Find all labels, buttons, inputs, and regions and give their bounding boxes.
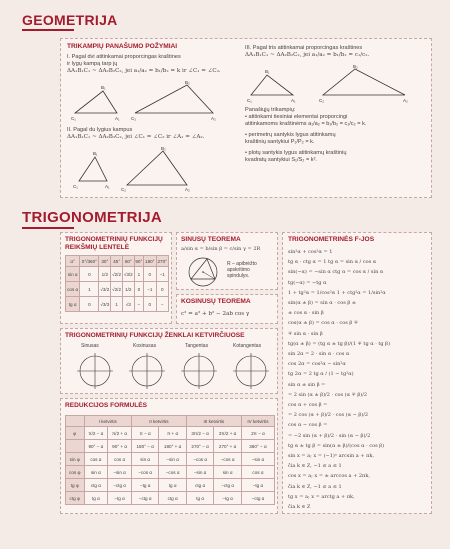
reduction-title: REDUKCIJOS FORMULĖS [65,402,148,409]
identity-line: ∓ sin α · sin β [288,330,323,337]
table-cell: −cos α [159,466,186,479]
table-cell: sin α [131,453,158,466]
identity-line: 1 + tg²α = 1/cos²α 1 + ctg²α = 1/sin²α [288,289,386,296]
identity-line: čia k ∈ Z, −1 ≤ a ≤ 1 [288,483,342,490]
table-cell: −tg α [108,492,132,505]
sine-theorem-formula: a/sin α = b/sin β = c/sin γ = 2R [181,246,261,252]
identities-title: TRIGONOMETRINĖS F-JOS [288,236,375,243]
identity-line: cos 2α = cos²α − sin²α [288,361,346,368]
triangles-rule-3 [243,65,429,103]
table-row [66,282,169,297]
similar-title: Panašiųjų trikampių: [245,107,296,113]
sign-circle-sin [77,353,113,389]
table-cell: −ctg α [214,479,242,492]
values-header-cell: 45° [111,256,123,267]
table-cell: √3/3 [99,297,111,312]
values-title-2: REIKŠMIŲ LENTELĖ [65,244,130,251]
quarter-header: II ketvirtis [131,416,186,427]
table-cell: √3/2 [99,282,111,297]
quarter-header: III ketvirtis [186,416,241,427]
identity-line: ± cos α · sin β [288,310,324,317]
values-header-cell: α° [66,256,80,267]
reduction-header-row [66,416,275,427]
table-cell: 0 [80,267,99,282]
sign-circle-ctg [233,353,269,389]
label-c2: C₂ [131,116,136,121]
identity-line: cos(α ± β) = cos α · cos β ∓ [288,320,359,327]
label-b2-rule2: B₂ [161,146,166,151]
table-cell: tg α [66,297,80,312]
sign-circle-cos [129,353,165,389]
table-cell: √3 [122,297,134,312]
table-cell: 180° − α [131,440,158,453]
sine-theorem-diagram [183,255,223,287]
label-a1-rule2: A₁ [105,184,110,189]
table-cell: 0 [144,267,156,282]
values-title-1: TRIGONOMETRINIŲ FUNKCIJŲ [65,236,163,243]
table-cell: ctg φ [66,492,85,505]
identity-line: sin(α ± β) = sin α · cos β ± [288,300,357,307]
geometry-title: GEOMETRIJA [22,12,118,28]
table-row [66,492,275,505]
sine-theorem-title: SINUSŲ TEOREMA [181,236,241,243]
table-cell: − [134,297,143,312]
table-cell: cos α [108,453,132,466]
table-row [66,479,275,492]
table-cell: 2π − α [241,427,274,440]
values-header-row [66,256,169,267]
similarity-box-title: TRIKAMPIŲ PANAŠUMO POŽYMIAI [67,43,178,50]
similar-item-4: kraštinių santykiui P₁/P₂ = k. [245,139,315,145]
table-cell: −cos α [214,453,242,466]
signs-title: TRIGONOMETRINIŲ FUNKCIJŲ ŽENKLAI KETVIRČIUOSE [65,332,245,339]
identity-line: čia k ∈ Z, −1 ≤ a ≤ 1 [288,463,342,470]
similar-item-5: • plotų santykis lygus atitinkamų kraštinių [245,150,347,156]
table-cell: π + α [159,427,186,440]
identity-line: sin α ± sin β = [288,381,326,388]
table-cell: 1 [111,297,123,312]
sine-theorem-note [227,261,257,279]
table-cell: 1/2 [99,267,111,282]
identity-line: tg 2α = 2 tg α / (1 − tg²α) [288,371,354,378]
label-a2: A₂ [211,116,216,121]
reduction-table [65,415,275,505]
sine-note-line-3: spindulys. [227,273,250,279]
table-row [66,453,275,466]
table-cell: 90° − α [84,440,108,453]
similar-item-3: • perimetrų santykis lygus atitinkamų [245,132,336,138]
trig-title: TRIGONOMETRIJA [22,209,163,226]
identity-line: = −2 sin (α + β)/2 · sin (α − β)/2 [288,432,371,439]
label-b2-rule3: B₂ [353,64,358,69]
identity-line: tg(−α) = −tg α [288,279,327,286]
table-cell: 1/2 [122,282,134,297]
table-cell: 90° + α [108,440,132,453]
identities-list [288,247,430,512]
values-header-cell: 90° [134,256,143,267]
values-table [65,255,169,312]
similarity-box [60,38,432,198]
label-b1-rule2: B₁ [93,151,98,156]
table-cell: tg φ [66,479,85,492]
table-cell: −1 [156,267,169,282]
values-header-cell: 30° [99,256,111,267]
identity-line: tg α ± tg β = sin(α ± β)/(cos α · cos β) [288,442,385,449]
similar-item-2: atitinkamoms kraštinėms a₁/a₂ = b₁/b₂ = c₁/c₂ = k. [245,121,367,127]
table-cell: 1 [80,282,99,297]
table-cell: 3π/2 − α [186,427,214,440]
cosine-theorem-formula: c² = a² + b² − 2ab cos γ [181,311,250,317]
table-cell: π/2 − α [84,427,108,440]
table-cell: cos α [84,453,108,466]
table-row [66,427,275,440]
identity-line: cos x = a; x = ± arccos a + 2πk, [288,473,370,480]
label-b1-rule3: B₁ [265,69,270,74]
identities-box [282,232,432,514]
table-cell: √2/2 [111,267,123,282]
table-cell: −sin α [159,453,186,466]
table-cell: sin α [66,267,80,282]
identity-line: tg x = a; x = arctg a + πk, [288,493,355,500]
table-cell: −ctg α [108,479,132,492]
quarter-header: IV ketvirtis [241,416,274,427]
signs-box [60,328,278,394]
rule-2-line-1: II. Pagal du lygius kampus [67,127,133,133]
rule-2 [67,127,237,141]
signs-label-sin: Sinusas [81,343,99,349]
table-cell: tg α [84,492,108,505]
table-cell: sin α [84,466,108,479]
cosine-theorem-title: KOSINUSŲ TEOREMA [181,298,251,305]
table-row [66,297,169,312]
signs-label-cos: Kosinusas [133,343,157,349]
similar-properties [245,107,431,164]
table-row [66,466,275,479]
cosine-theorem-box [176,294,278,324]
sign-circle-tg [181,353,217,389]
identity-line: = 2 sin (α ± β)/2 · cos (α ∓ β)/2 [288,391,368,398]
sine-note-line-2: apskritimo [227,267,250,273]
table-cell: −tg α [214,492,242,505]
label-a2-rule3: A₂ [403,98,408,103]
identity-line: tg(α ± β) = (tg α ± tg β)/(1 ∓ tg α · tg β) [288,340,391,347]
table-cell: cos α [66,282,80,297]
table-cell: −cos α [186,453,214,466]
table-cell: π/2 + α [108,427,132,440]
rule-1 [67,54,232,75]
identity-line: sin 2α = 2 · sin α · cos α [288,351,350,358]
table-row [66,267,169,282]
rule-3 [245,45,431,59]
table-cell: 0 [80,297,99,312]
table-cell: 1 [134,267,143,282]
identity-line: cos α + cos β = [288,402,328,409]
label-c1-rule2: C₁ [73,184,78,189]
label-c2-rule2: C₂ [121,187,126,192]
identity-line: cos α − cos β = [288,422,328,429]
table-cell: ctg α [159,492,186,505]
table-cell: −tg α [241,479,274,492]
table-cell: −tg α [131,479,158,492]
signs-label-tg: Tangentas [185,343,209,349]
identity-line: sin(−α) = −sin α ctg α = cos α / sin α [288,269,384,276]
identity-line: sin x = a; x = (−1)ⁿ arcsin a + πk, [288,453,375,460]
quarter-header: I ketvirtis [84,416,131,427]
signs-label-ctg: Kotangentas [233,343,262,349]
table-cell: −1 [144,282,156,297]
table-cell: √2/2 [111,282,123,297]
label-a2-rule2: A₂ [185,187,190,192]
identity-line: sin²α + cos²α = 1 [288,249,333,255]
sine-note-line-1: R – apibrėžto [227,261,257,267]
table-cell: − [156,297,169,312]
table-cell: tg α [159,479,186,492]
table-cell: φ [66,427,85,440]
label-c1: C₁ [71,116,76,121]
rule-3-line-2: ΔA₁B₁C₁ ~ ΔA₂B₂C₂, jei a₁/a₂ = b₁/b₂ = c₁/c₂. [245,52,370,58]
triangles-rule-2 [65,145,235,191]
values-header-cell: 60° [122,256,134,267]
label-c1-rule3: C₁ [247,98,252,103]
sine-theorem-box [176,232,278,290]
identity-line: čia k ∈ Z [288,504,311,511]
table-cell: −sin α [108,466,132,479]
rule-1-line-3: ΔA₁B₁C₁ ~ ΔA₂B₂C₂, jei a₁/a₂ = b₁/b₂ = k ir ∠C₁ = ∠C₂. [67,68,221,74]
table-cell: ctg α [84,479,108,492]
reduction-box [60,398,278,514]
rule-1-line-2: ir lygų kampą tarp jų [67,61,118,67]
table-cell: sin α [214,466,242,479]
rule-3-line-1: III. Pagal tris atitinkamai proporcingas kraštines [245,45,363,51]
values-header-cell: 270° [156,256,169,267]
rule-1-line-1: I. Pagal dvi atitinkamai proporcingas kraštines [67,54,181,60]
label-a1-rule3: A₁ [291,98,296,103]
table-cell: 0 [156,282,169,297]
table-cell: cos α [241,466,274,479]
table-cell: 270° + α [214,440,242,453]
table-cell: 270° − α [186,440,214,453]
table-cell: −cos α [131,466,158,479]
identity-line: = 2 cos (α + β)/2 · cos (α − β)/2 [288,412,369,419]
table-cell: −sin α [241,453,274,466]
table-cell: −sin α [186,466,214,479]
identity-line: tg α · ctg α = 1 tg α = sin α / cos α [288,259,377,266]
table-cell: 360° − α [241,440,274,453]
triangles-rule-1 [65,79,235,121]
table-cell: ctg α [186,479,214,492]
signs-diagrams [65,351,275,391]
table-cell: 0 [134,282,143,297]
table-cell [66,440,85,453]
table-cell: sin φ [66,453,85,466]
values-header-cell: 180° [144,256,156,267]
table-cell: tg α [186,492,214,505]
table-cell: −ctg α [131,492,158,505]
table-cell: 0 [144,297,156,312]
table-cell: π − α [131,427,158,440]
label-a1: A₁ [115,116,120,121]
table-cell: √3/2 [122,267,134,282]
table-cell: 180° + α [159,440,186,453]
table-cell: 3π/2 + α [214,427,242,440]
values-header-cell: 0°/360° [80,256,99,267]
label-b2: B₂ [185,80,190,85]
table-row [66,440,275,453]
table-cell: cos φ [66,466,85,479]
table-cell: −ctg α [241,492,274,505]
values-box [60,232,172,324]
label-b1: B₁ [101,85,106,90]
label-c2-rule3: C₂ [319,98,324,103]
rule-2-line-2: ΔA₁B₁C₁ ~ ΔA₂B₂C₂, jei ∠C₁ = ∠C₂ ir ∠A₁ = ∠A₂. [67,134,205,140]
similar-item-1: • atitinkami tiesiniai elementai proporcingi [245,114,348,120]
similar-item-6: kvadratų santykiui S₁/S₂ = k². [245,157,317,163]
